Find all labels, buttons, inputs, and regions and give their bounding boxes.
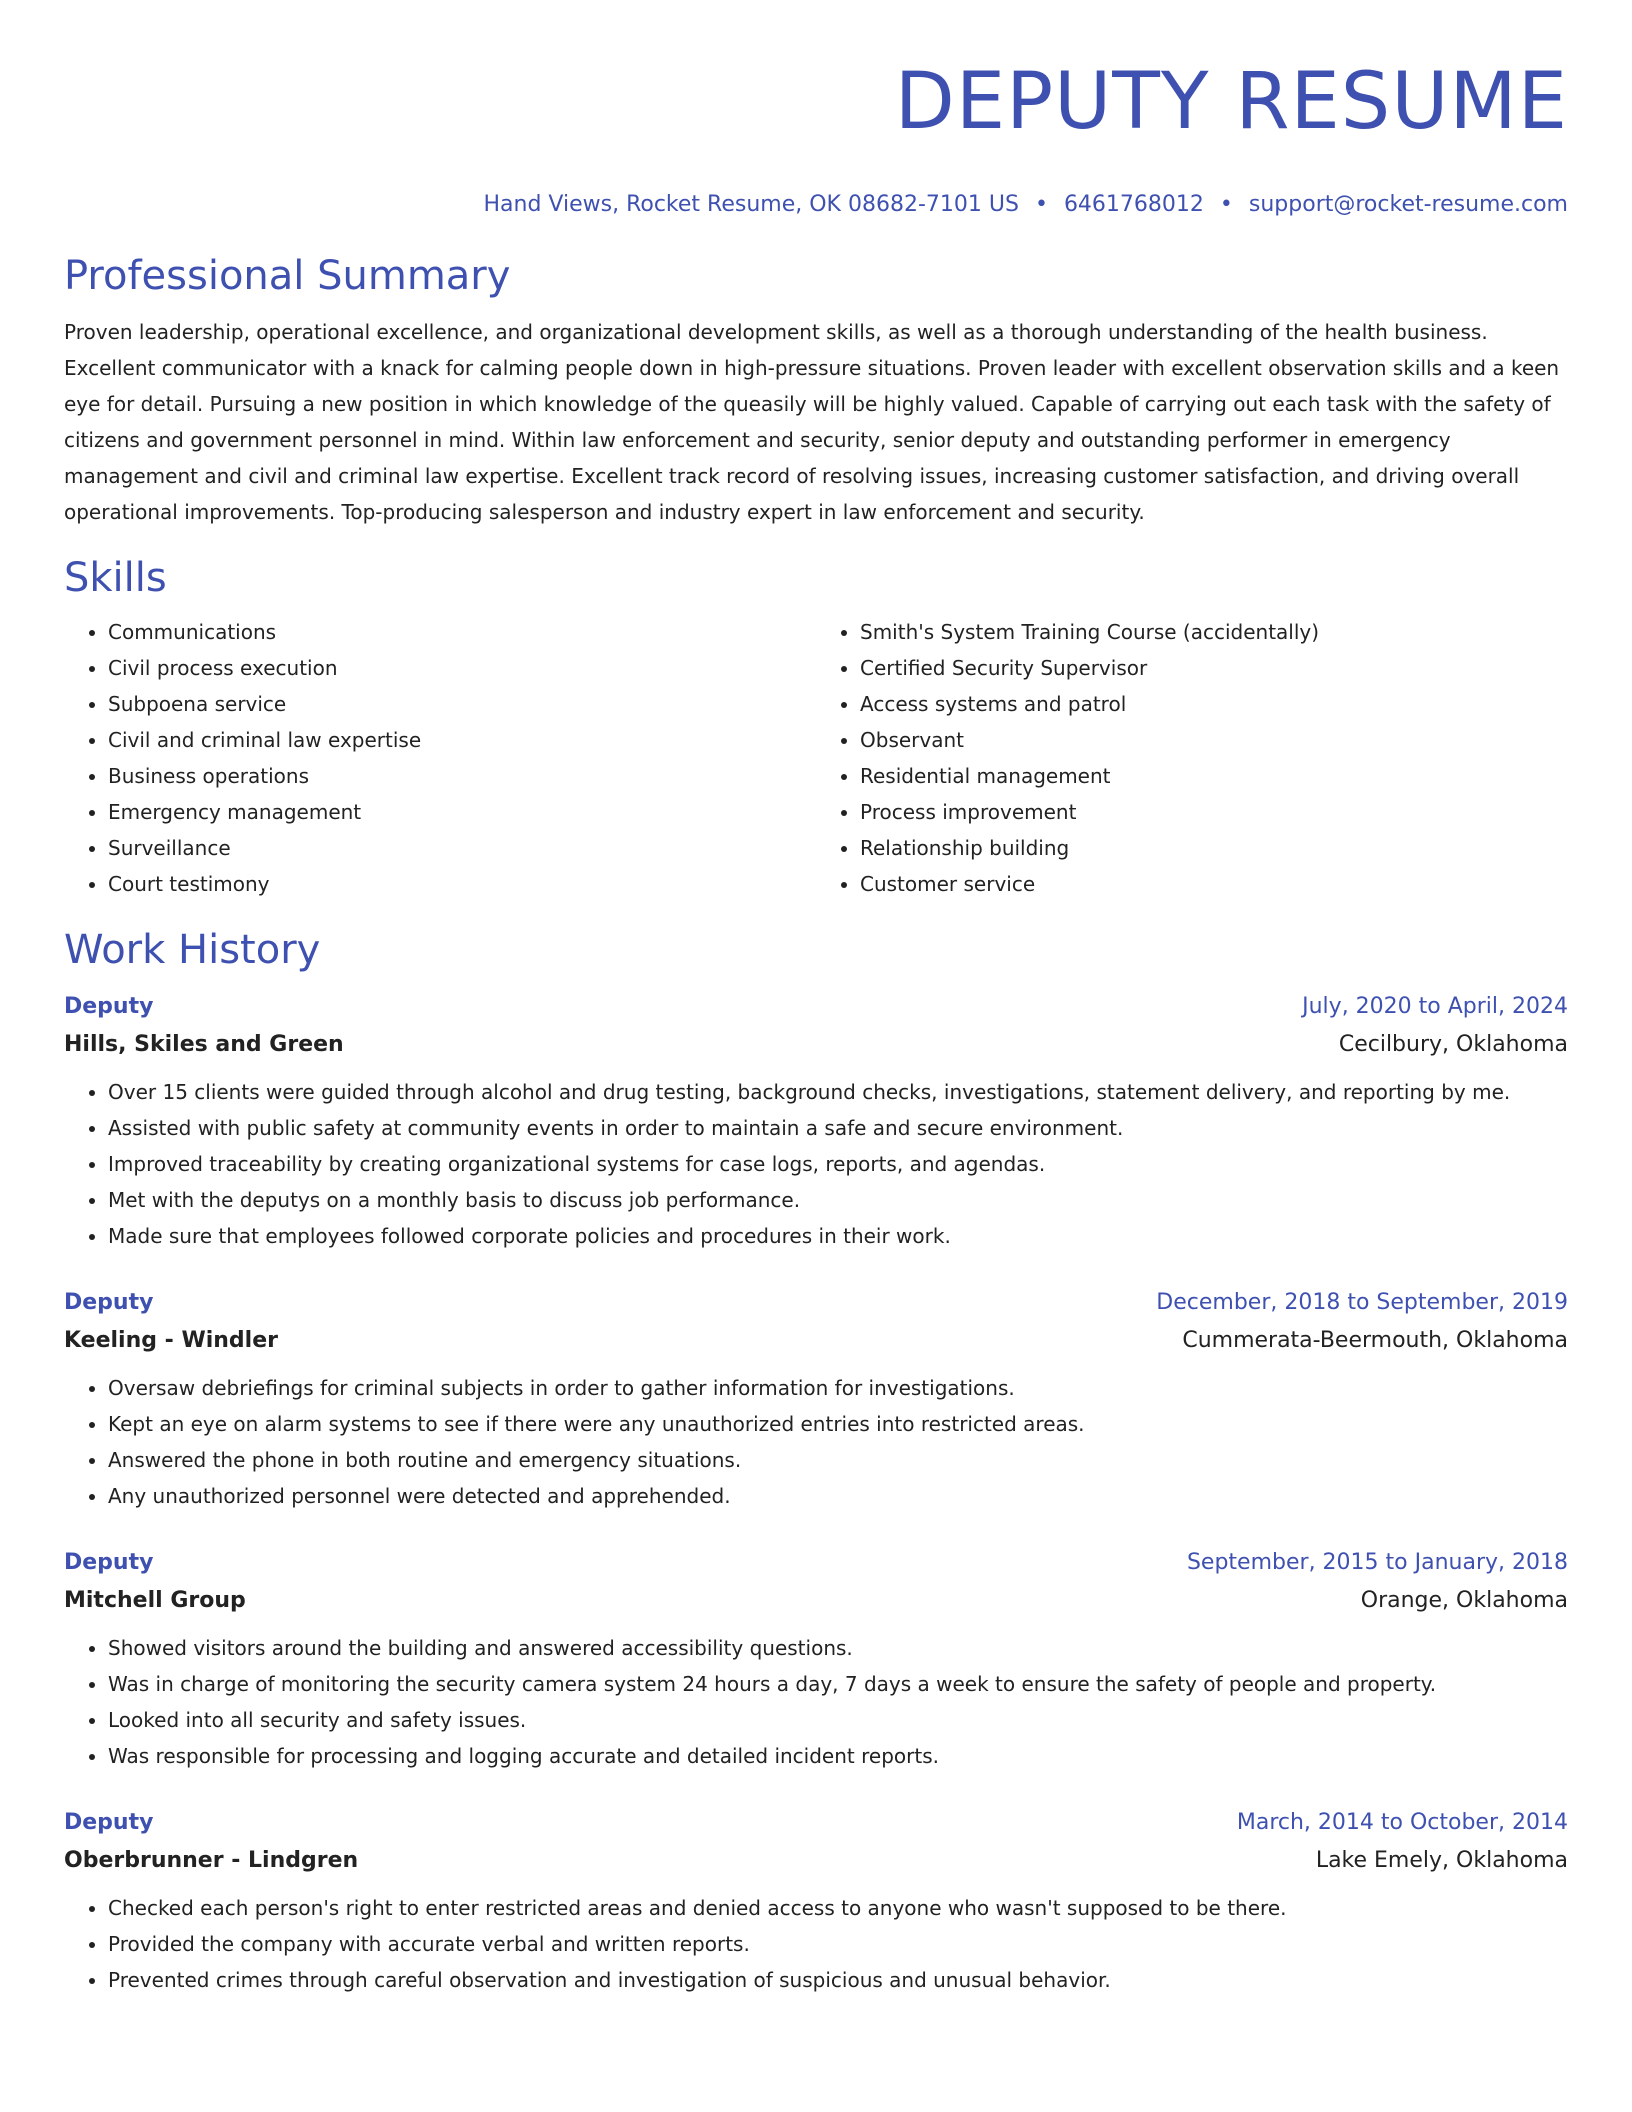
job-bullet: • Showed visitors around the building and answered accessibility questions. [108, 1630, 1568, 1666]
skill-item: • Court testimony [108, 866, 816, 902]
skill-item: • Process improvement [860, 794, 1568, 830]
skill-item: • Residential management [860, 758, 1568, 794]
job-bullet: • Assisted with public safety at community events in order to maintain a safe and secure environment. [108, 1110, 1568, 1146]
summary-text: Proven leadership, operational excellence, and organizational development skills, as well as a thorough understanding of the health business. Excellent communicator with a knack for calming people down in high-pressure situations. Proven leader with excellent observation skills and a keen eye for detail. Pursuing a new position in which knowledge of the queasily will be highly valued. Capable of carrying out each task with the safety of citizens and government personnel in mind. Within law enforcement and security, senior deputy and outstanding performer in emergency management and civil and criminal law expertise. Excellent track record of resolving issues, increasing customer satisfaction, and driving overall operational improvements. Top-producing salesperson and industry expert in law enforcement and security. [64, 320, 1560, 524]
job-entry [64, 1804, 1568, 1998]
job-bullet: • Was responsible for processing and logging accurate and detailed incident reports. [108, 1738, 1568, 1774]
job-location: Orange, Oklahoma [1360, 1588, 1568, 1613]
job-employer: Oberbrunner - Lindgren [64, 1848, 359, 1873]
job-bullet: • Answered the phone in both routine and emergency situations. [108, 1442, 1568, 1478]
skill-item: • Subpoena service [108, 686, 816, 722]
job-bullets [64, 1074, 1568, 1254]
job-employer: Keeling - Windler [64, 1328, 278, 1353]
job-bullet: • Any unauthorized personnel were detected and apprehended. [108, 1478, 1568, 1514]
job-dates: July, 2020 to April, 2024 [1302, 994, 1568, 1019]
skill-item: • Customer service [860, 866, 1568, 902]
contact-line [64, 190, 1568, 220]
job-bullet: • Checked each person's right to enter restricted areas and denied access to anyone who wasn't supposed to be there. [108, 1890, 1568, 1926]
skill-item: • Business operations [108, 758, 816, 794]
job-dates: December, 2018 to September, 2019 [1156, 1290, 1568, 1315]
job-bullets [64, 1630, 1568, 1774]
job-bullet: • Met with the deputys on a monthly basis to discuss job performance. [108, 1182, 1568, 1218]
skill-item: • Certified Security Supervisor [860, 650, 1568, 686]
skill-item: • Relationship building [860, 830, 1568, 866]
job-entry [64, 1284, 1568, 1514]
contact-separator: • [1034, 192, 1048, 217]
skill-item: • Smith's System Training Course (accidentally) [860, 614, 1568, 650]
job-bullet: • Made sure that employees followed corporate policies and procedures in their work. [108, 1218, 1568, 1254]
job-role: Deputy [64, 994, 154, 1019]
skill-item: • Observant [860, 722, 1568, 758]
job-entry [64, 988, 1568, 1254]
skill-item: • Civil process execution [108, 650, 816, 686]
skills-columns [64, 614, 1568, 902]
job-bullet: • Over 15 clients were guided through alcohol and drug testing, background checks, investigations, statement delivery, and reporting by me. [108, 1074, 1568, 1110]
contact-separator: • [1219, 192, 1233, 217]
job-bullets [64, 1890, 1568, 1998]
job-bullets [64, 1370, 1568, 1514]
contact-phone: 6461768012 [1063, 192, 1204, 217]
skills-list-right [816, 614, 1568, 902]
job-bullet: • Was in charge of monitoring the security camera system 24 hours a day, 7 days a week to ensure the safety of people and property. [108, 1666, 1568, 1702]
summary-section [64, 250, 1568, 530]
job-dates: March, 2014 to October, 2014 [1236, 1810, 1568, 1835]
skills-section [64, 552, 1568, 902]
contact-address: Hand Views, Rocket Resume, OK 08682-7101 US [483, 192, 1019, 217]
job-location: Lake Emely, Oklahoma [1315, 1848, 1568, 1873]
skill-item: • Access systems and patrol [860, 686, 1568, 722]
contact-email: support@rocket-resume.com [1248, 192, 1568, 217]
job-bullet: • Prevented crimes through careful observation and investigation of suspicious and unusual behavior. [108, 1962, 1568, 1998]
skills-heading: Skills [64, 555, 167, 601]
job-location: Cummerata-Beermouth, Oklahoma [1182, 1328, 1568, 1353]
job-bullet: • Looked into all security and safety issues. [108, 1702, 1568, 1738]
skill-item: • Surveillance [108, 830, 816, 866]
job-bullet: • Improved traceability by creating organizational systems for case logs, reports, and agendas. [108, 1146, 1568, 1182]
skill-item: • Civil and criminal law expertise [108, 722, 816, 758]
job-bullet: • Kept an eye on alarm systems to see if there were any unauthorized entries into restricted areas. [108, 1406, 1568, 1442]
job-entry [64, 1544, 1568, 1774]
job-bullet: • Oversaw debriefings for criminal subjects in order to gather information for investigations. [108, 1370, 1568, 1406]
job-employer: Mitchell Group [64, 1588, 246, 1613]
job-role: Deputy [64, 1290, 154, 1315]
job-location: Cecilbury, Oklahoma [1338, 1032, 1568, 1057]
job-role: Deputy [64, 1810, 154, 1835]
work-history-section [64, 924, 1568, 1998]
resume-title: DEPUTY RESUME [894, 57, 1568, 147]
skills-list-left [64, 614, 816, 902]
job-employer: Hills, Skiles and Green [64, 1032, 344, 1057]
job-role: Deputy [64, 1550, 154, 1575]
job-bullet: • Provided the company with accurate verbal and written reports. [108, 1926, 1568, 1962]
job-dates: September, 2015 to January, 2018 [1186, 1550, 1568, 1575]
work-history-heading: Work History [64, 927, 321, 973]
skill-item: • Emergency management [108, 794, 816, 830]
summary-heading: Professional Summary [64, 253, 511, 299]
skill-item: • Communications [108, 614, 816, 650]
